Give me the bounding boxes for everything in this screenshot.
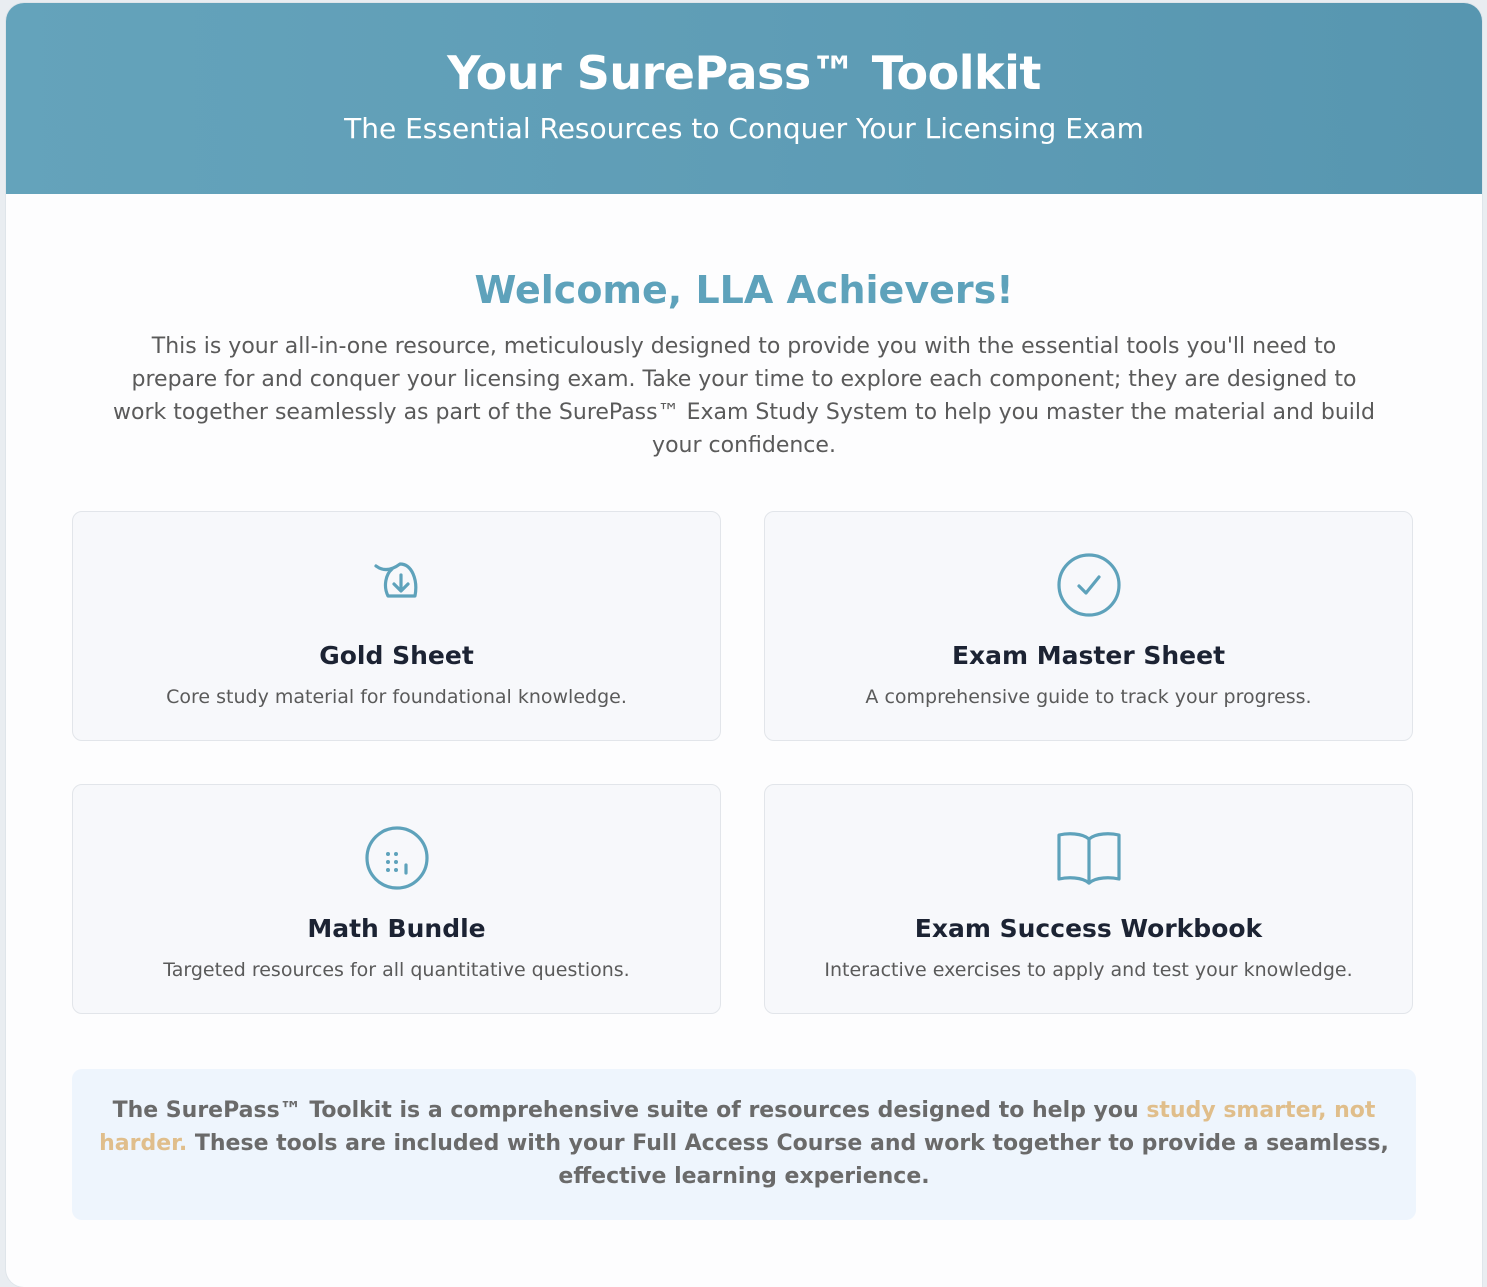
card-description: Interactive exercises to apply and test your knowledge. — [824, 959, 1353, 981]
page-header — [6, 3, 1482, 194]
note-highlight: study smarter, not harder. — [99, 1098, 1376, 1156]
page-title: Your SurePass™ Toolkit — [447, 46, 1041, 100]
welcome-heading: Welcome, LLA Achievers! — [474, 268, 1014, 312]
card-title: Exam Master Sheet — [951, 641, 1226, 670]
card-title: Math Bundle — [307, 914, 486, 943]
card-title: Gold Sheet — [319, 641, 474, 670]
toolkit-summary-note — [72, 1069, 1416, 1220]
card-exam-success-workbook[interactable] — [764, 784, 1413, 1014]
card-description: Core study material for foundational knowledge. — [166, 686, 627, 708]
open-book-icon — [1054, 823, 1124, 893]
card-exam-master-sheet[interactable] — [764, 511, 1413, 741]
toolkit-page — [6, 3, 1482, 1287]
card-description: Targeted resources for all quantitative questions. — [163, 959, 630, 981]
card-title: Exam Success Workbook — [914, 914, 1263, 943]
welcome-intro-text: This is your all-in-one resource, meticulously designed to provide you with the essential tools you'll need to prepare for and conquer your licensing exam. Take your time to explore each component; they are designed to work together seamlessly as part of the SurePass™ Exam Study System to help you master the material and build your confidence. — [113, 334, 1375, 458]
check-circle-icon — [1054, 550, 1124, 620]
note-text-before: The SurePass™ Toolkit is a comprehensive suite of resources designed to help you — [112, 1098, 1147, 1123]
calculator-circle-icon — [362, 823, 432, 893]
card-gold-sheet[interactable] — [72, 511, 721, 741]
note-text-after: These tools are included with your Full Access Course and work together to provide a seamless, effective learning experience. — [187, 1131, 1389, 1189]
card-description: A comprehensive guide to track your progress. — [865, 686, 1312, 708]
download-leaf-icon — [362, 550, 432, 620]
page-subtitle: The Essential Resources to Conquer Your Licensing Exam — [344, 112, 1144, 145]
card-math-bundle[interactable] — [72, 784, 721, 1014]
